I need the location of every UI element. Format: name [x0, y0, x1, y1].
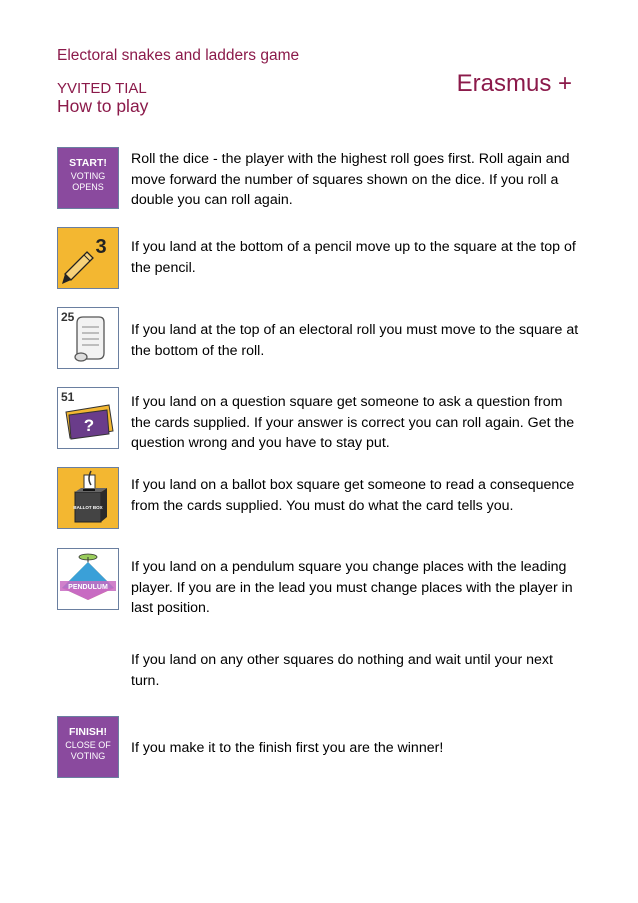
- start-voting-opens-icon: [57, 147, 119, 209]
- rule-text-question: If you land on a question square get someone to ask a question from the cards supplied. If your answer is correct you can roll again. Get the question wrong and you have to stay put.: [131, 394, 575, 451]
- finish-icon-line-1: FINISH!: [69, 726, 107, 738]
- rule-text-pendulum: If you land on a pendulum square you change places with the leading player. If you are in the lead you must change places with the player in last position.: [131, 559, 573, 616]
- document-title: Electoral snakes and ladders game: [57, 47, 300, 64]
- start-icon-line-2: VOTING: [70, 171, 106, 181]
- start-icon-line-3: OPENS: [72, 182, 104, 192]
- ballot-box-icon: [57, 467, 119, 529]
- finish-close-of-voting-icon: [57, 716, 119, 778]
- question-icon-number: 51: [61, 390, 75, 404]
- pendulum-icon-label: PENDULUM: [68, 584, 108, 591]
- section-heading: How to play: [57, 96, 149, 116]
- pencil-icon: [57, 227, 119, 289]
- rule-text-other-squares: If you land on any other squares do nothing and wait until your next turn.: [131, 652, 553, 689]
- roll-icon-number: 25: [61, 310, 75, 324]
- pendulum-icon: [57, 548, 119, 610]
- rule-text-finish: If you make it to the finish first you are the winner!: [131, 740, 444, 756]
- question-icon-symbol: ?: [83, 416, 95, 435]
- rule-text-ballot-box: If you land on a ballot box square get someone to read a consequence from the cards supplied. You must do what the card tells you.: [131, 477, 575, 514]
- finish-icon-line-3: VOTING: [70, 751, 106, 761]
- start-icon-line-1: START!: [69, 157, 107, 169]
- electoral-roll-icon: [57, 307, 119, 369]
- organisation-name: YVITED TIAL: [57, 80, 147, 97]
- rule-text-pencil: If you land at the bottom of a pencil move up to the square at the top of the pencil.: [131, 239, 576, 276]
- pencil-icon-number: 3: [95, 236, 107, 258]
- finish-icon-line-2: CLOSE OF: [65, 740, 111, 750]
- erasmus-label: Erasmus +: [456, 70, 572, 97]
- ballot-box-label: BALLOT BOX: [73, 505, 103, 510]
- rule-text-electoral-roll: If you land at the top of an electoral roll you must move to the square at the bottom of the roll.: [131, 322, 579, 359]
- rule-text-start: Roll the dice - the player with the highest roll goes first. Roll again and move forward the number of squares shown on the dice. If you roll a double you can roll again.: [131, 151, 570, 208]
- question-cards-icon: [57, 387, 119, 449]
